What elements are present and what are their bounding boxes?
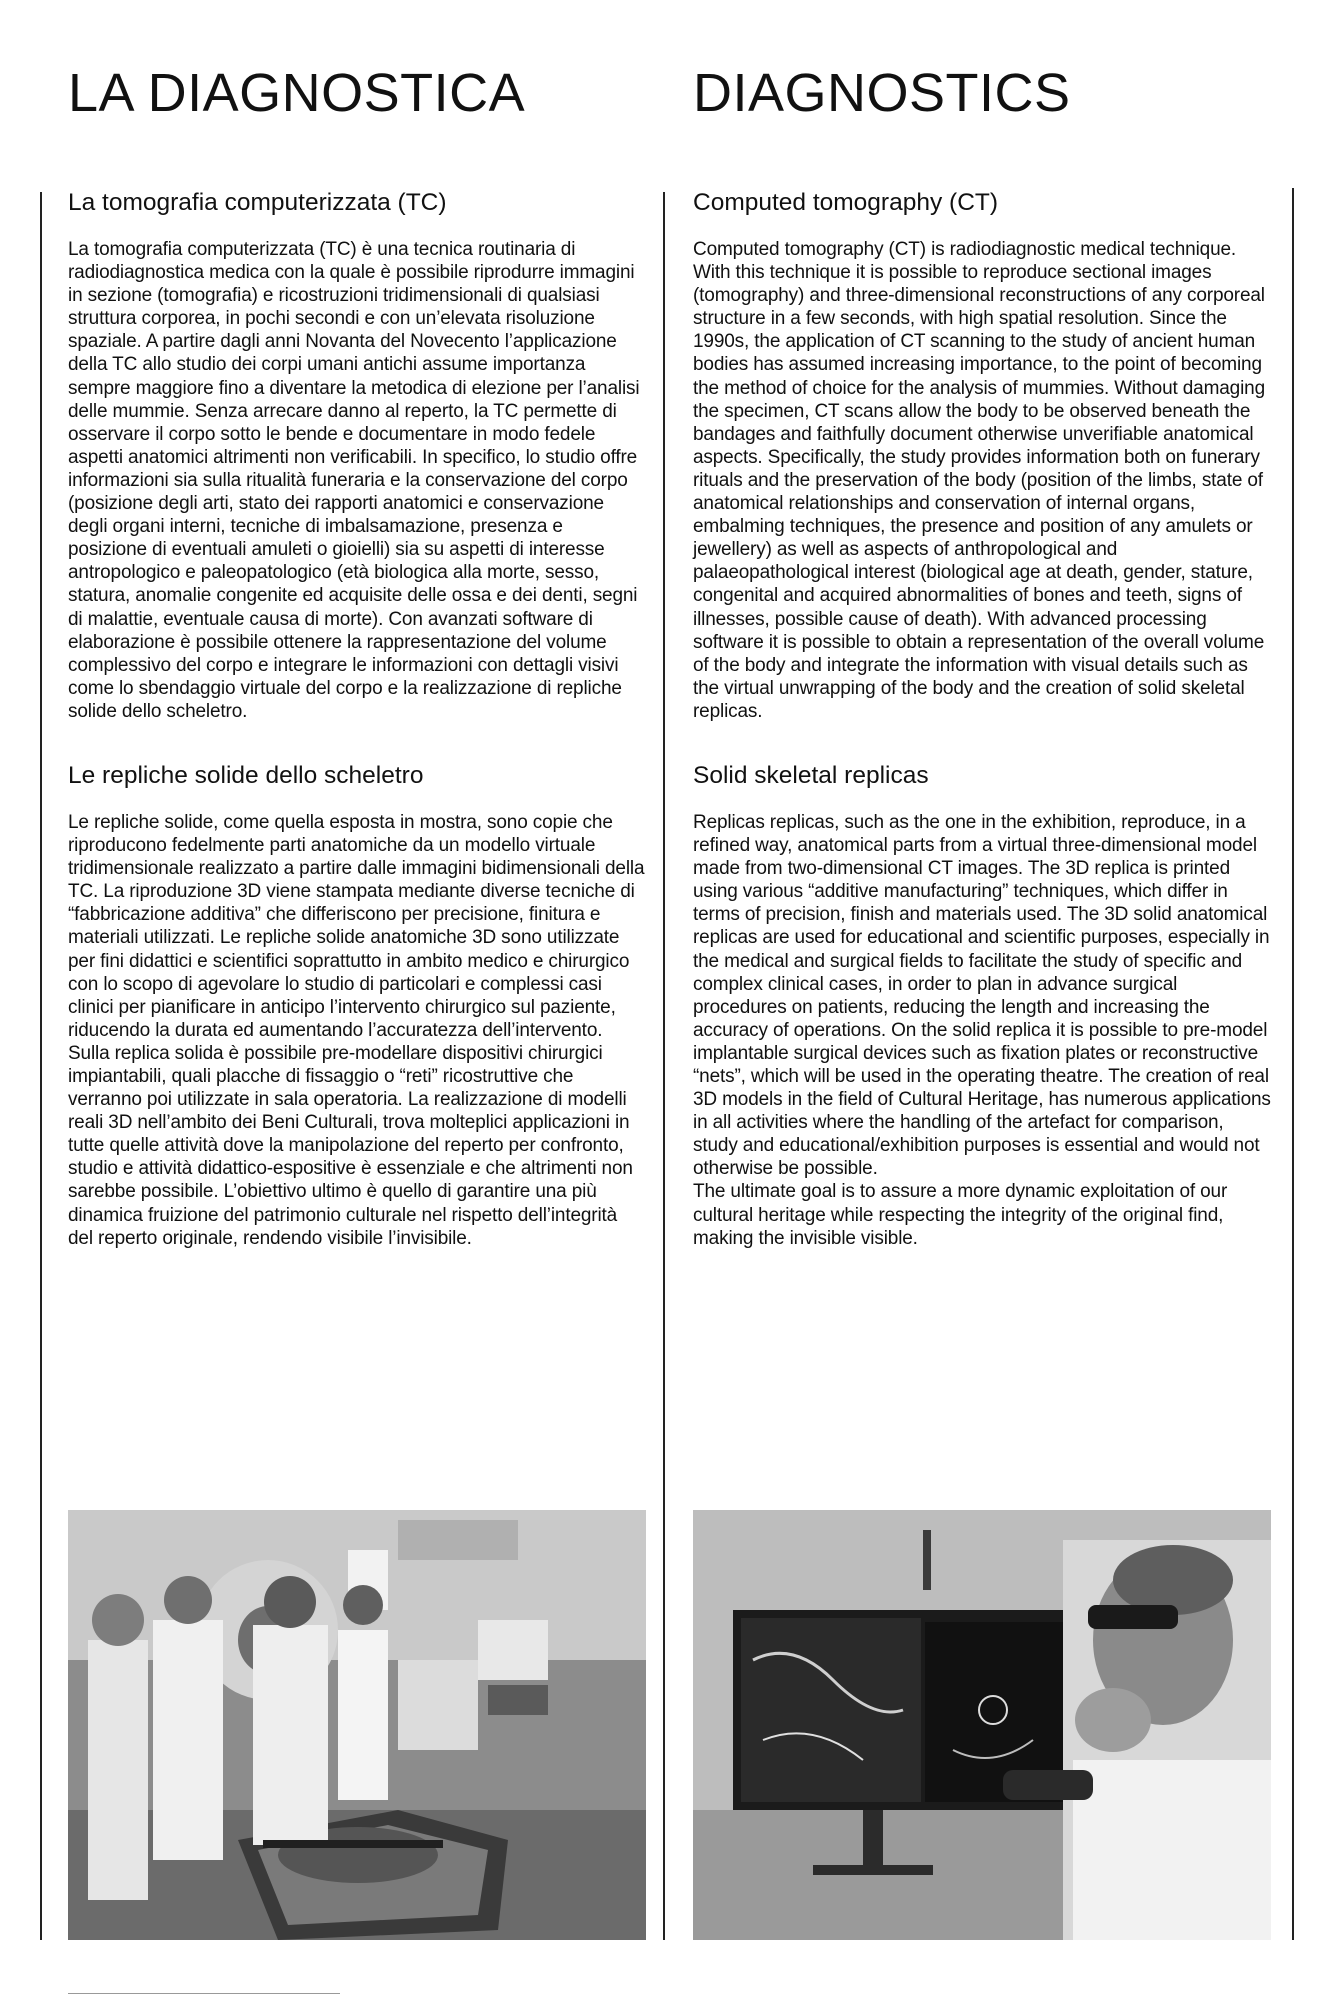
ct-monitor-photo bbox=[693, 1510, 1271, 1940]
italian-column bbox=[68, 188, 646, 1250]
section-text-ct-italian: La tomografia computerizzata (TC) è una tecnica routinaria di radiodiagnostica medica con la quale è possibile riprodurre immagini in sezione (tomografia) e ricostruzioni tridimensionali di qualsiasi struttura corporea, in pochi secondi e con un’elevata risoluzione spaziale. A partire dagli anni Novanta del Novecento l’applicazione della TC allo studio dei corpi umani antichi assume importanza sempre maggiore fino a diventare la metodica di elezione per l’analisi delle mummie. Senza arrecare danno al reperto, la TC permette di osservare il corpo sotto le bende e documentare in modo fedele aspetti anatomici altrimenti non verificabili. In specifico, lo studio offre informazioni sia sulla ritualità funeraria e la conservazione del corpo (posizione degli arti, stato dei rapporti anatomici e conservazione degli organi interni, tecniche di imbalsamazione, presenza e posizione di eventuali amuleti o gioielli) sia su aspetti di interesse antropologico e paleopatologico (età biologica alla morte, sesso, statura, anomalie congenite ed acquisite delle ossa e dei denti, segni di malattie, eventuale causa di morte). Con avanzati software di elaborazione è possibile ottenere la rappresentazione del volume complessivo del corpo e integrare le informazioni con dettagli visivi come lo sbendaggio virtuale del corpo e la realizzazione di repliche solide dello scheletro. bbox=[68, 239, 640, 722]
section-title-ct-english: Computed tomography (CT) bbox=[693, 189, 999, 216]
section-text-replicas-english-conclusion: The ultimate goal is to assure a more dynamic exploitation of our cultural heritage while respecting the integrity of the original find, making the invisible visible. bbox=[693, 1181, 1228, 1249]
section-text-replicas-italian: Le repliche solide, come quella esposta in mostra, sono copie che riproducono fedelmente parti anatomiche da un modello virtuale tridimensionale realizzato a partire dalle immagini bidimensionali della TC. La riproduzione 3D viene stampata mediante diverse tecniche di “fabbricazione additiva” che differiscono per precisione, finitura e materiali utilizzati. Le repliche solide anatomiche 3D sono utilizzate per fini didattici e scientifici soprattutto in ambito medico e chirurgico con lo scopo di agevolare lo studio di particolari e complessi casi clinici per pianificare in anticipo l’intervento chirurgico sul paziente, riducendo la durata ed aumentando l’accuratezza dell’intervento. Sulla replica solida è possibile pre-modellare dispositivi chirurgici impiantabili, quali placche di fissaggio o “reti” ricostruttive che verranno poi utilizzate in sala operatoria. La realizzazione di modelli reali 3D nell’ambito dei Beni Culturali, trova molteplici applicazioni in tutte quelle attività dove la manipolazione del reperto per confronto, studio e attività didattico-espositive è essenziale e che altrimenti non sarebbe possibile. L’obiettivo ultimo è quello di garantire una più dinamica fruizione del patrimonio culturale nel rispetto dell’integrità del reperto originale, rendendo visibile l’invisibile. bbox=[68, 811, 645, 1249]
footer-line bbox=[68, 1993, 340, 1994]
section-text-replicas-english: Replicas replicas, such as the one in the exhibition, reproduce, in a refined way, anatomical parts from a virtual three-dimensional model made from two-dimensional CT images. The 3D replica is printed using various “additive manufacturing” techniques, which differ in terms of precision, finish and materials used. The 3D solid anatomical replicas are used for educational and scientific purposes, especially in the medical and surgical fields to facilitate the study of specific and complex clinical cases, in order to plan in advance surgical procedures on patients, reducing the length and increasing the accuracy of operations. On the solid replica it is possible to pre-model implantable surgical devices such as fixation plates or reconstructive “nets”, which will be used in the operating theatre. The creation of real 3D models in the field of Cultural Heritage, has numerous applications in all activities where the handling of the artefact for comparison, study and educational/exhibition purposes is essential and would not otherwise be possible. bbox=[693, 811, 1271, 1180]
ct-room-illustration bbox=[68, 1510, 646, 1940]
page-title-italian: LA DIAGNOSTICA bbox=[68, 63, 526, 123]
section-title-replicas-italian: Le repliche solide dello scheletro bbox=[68, 761, 424, 789]
section-text-ct-english: Computed tomography (CT) is radiodiagnostic medical technique. With this technique it is possible to reproduce sectional images (tomography) and three-dimensional reconstructions of any corporeal structure in a few seconds, with high spatial resolution. Since the 1990s, the application of CT scanning to the study of ancient human bodies has assumed increasing importance, to the point of becoming the method of choice for the analysis of mummies. Without damaging the specimen, CT scans allow the body to be observed beneath the bandages and faithfully document otherwise unverifiable anatomical aspects. Specifically, the study provides information both on funerary rituals and the preservation of the body (position of the limbs, state of anatomical relationships and conservation of internal organs, embalming techniques, the presence and position of any amulets or jewellery) as well as aspects of anthropological and palaeopathological interest (biological age at death, gender, stature, congenital and acquired abnormalities of bones and teeth, signs of illnesses, possible cause of death). With advanced processing software it is possible to obtain a representation of the overall volume of the body and integrate the information with visual details such as the virtual unwrapping of the body and the creation of solid skeletal replicas. bbox=[693, 239, 1265, 722]
ct-monitor-illustration bbox=[693, 1510, 1271, 1940]
left-divider bbox=[40, 192, 42, 1940]
ct-room-photo bbox=[68, 1510, 646, 1940]
english-column bbox=[693, 188, 1273, 1250]
right-divider bbox=[1292, 188, 1294, 1940]
center-divider bbox=[663, 192, 665, 1940]
section-title-replicas-english: Solid skeletal replicas bbox=[693, 761, 929, 789]
section-title-ct-italian: La tomografia computerizzata (TC) bbox=[68, 189, 447, 216]
page-title-english: DIAGNOSTICS bbox=[693, 63, 1071, 123]
